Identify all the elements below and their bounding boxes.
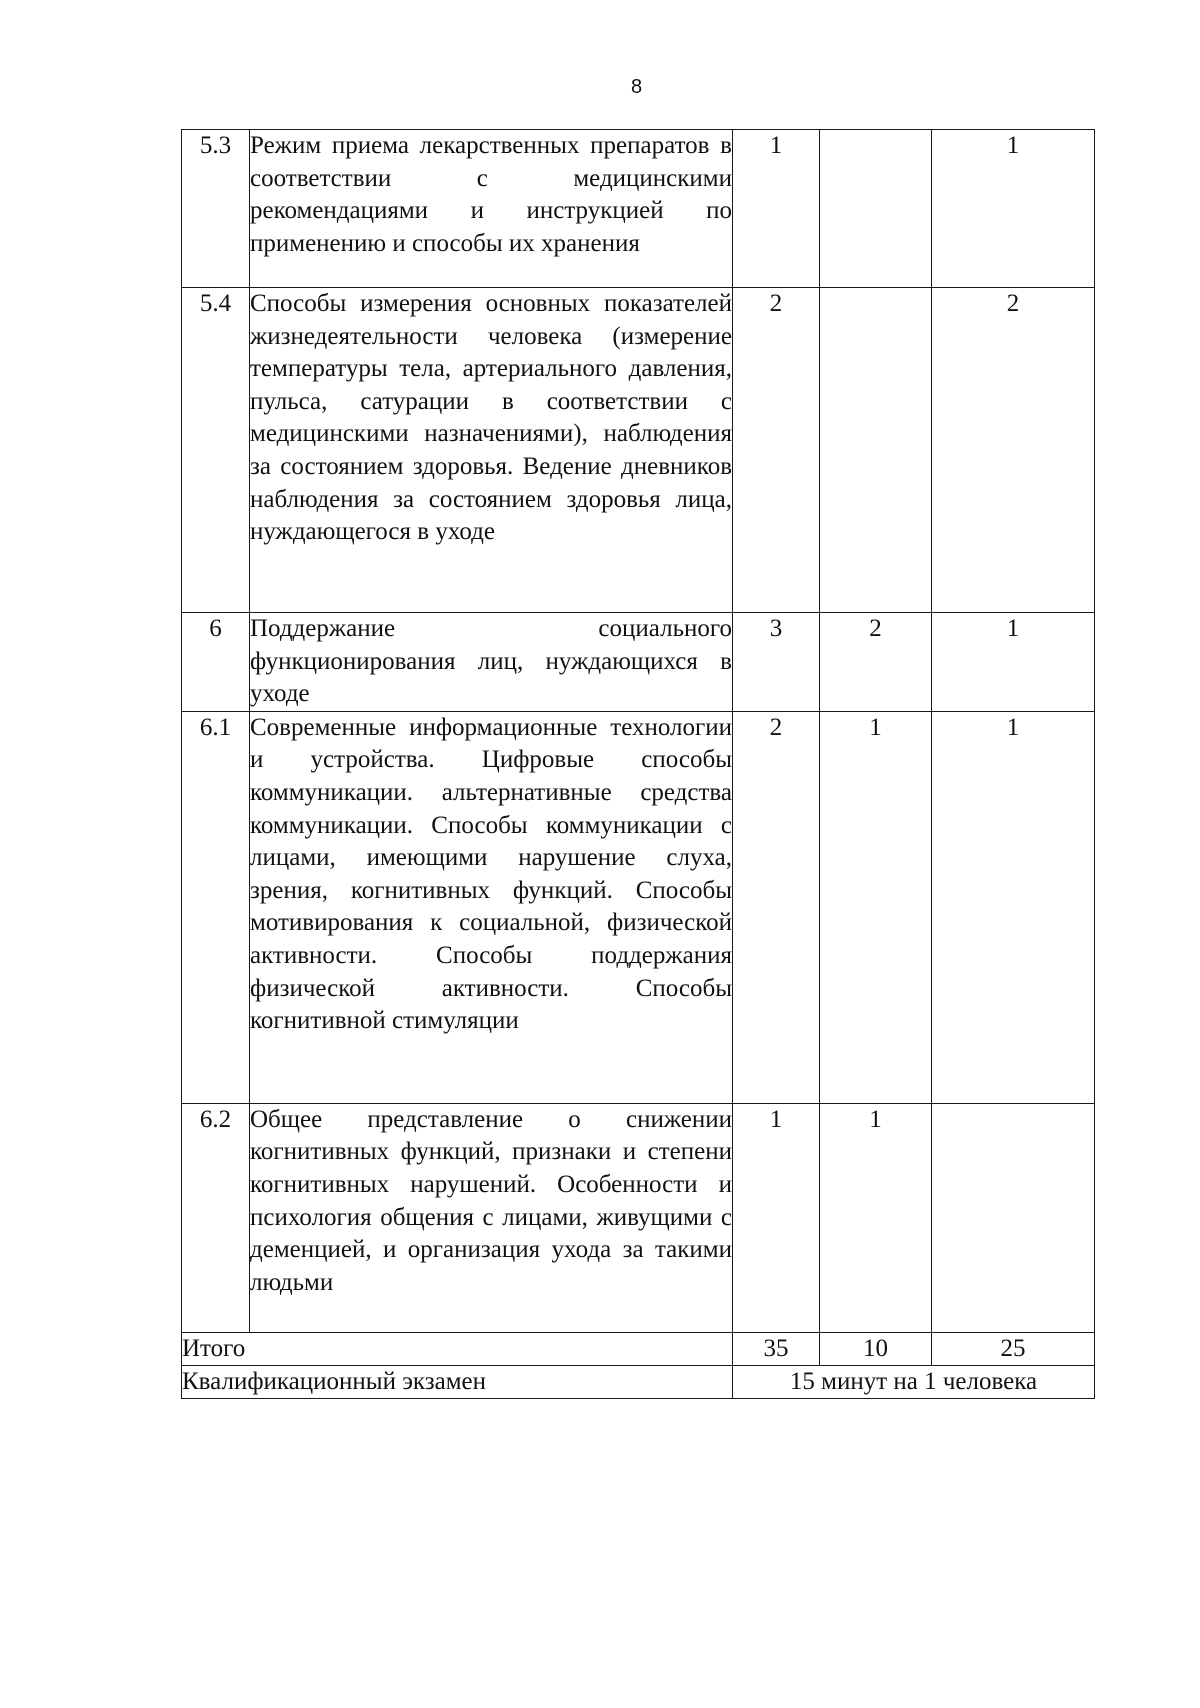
row-practice-hours: 1 — [932, 130, 1095, 288]
row-practice-hours — [932, 1103, 1095, 1332]
row-theory-hours: 2 — [820, 613, 932, 712]
curriculum-table — [181, 129, 1095, 1399]
page-number: 8 — [630, 76, 643, 98]
totals-row — [182, 1332, 1095, 1365]
row-number: 6.2 — [182, 1103, 250, 1332]
table-row — [182, 288, 1095, 613]
totals-total-hours: 35 — [733, 1332, 820, 1365]
row-number: 6 — [182, 613, 250, 712]
row-theory-hours: 1 — [820, 1103, 932, 1332]
row-number: 6.1 — [182, 711, 250, 1103]
row-total-hours: 2 — [733, 711, 820, 1103]
totals-label: Итого — [182, 1332, 733, 1365]
row-topic: Поддержание социального функционирования лиц, нуждающихся в уходе — [250, 613, 733, 712]
exam-row — [182, 1365, 1095, 1398]
exam-label: Квалификационный экзамен — [182, 1365, 733, 1398]
row-topic: Режим приема лекарственных препаратов в соответствии с медицинскими рекомендациями и инструкцией по применению и способы их хранения — [250, 130, 733, 288]
table-body — [182, 130, 1095, 1399]
totals-theory-hours: 10 — [820, 1332, 932, 1365]
table-row — [182, 130, 1095, 288]
row-practice-hours: 1 — [932, 613, 1095, 712]
row-practice-hours: 2 — [932, 288, 1095, 613]
row-theory-hours — [820, 288, 932, 613]
row-total-hours: 3 — [733, 613, 820, 712]
totals-practice-hours: 25 — [932, 1332, 1095, 1365]
row-practice-hours: 1 — [932, 711, 1095, 1103]
row-topic: Общее представление о снижении когнитивных функций, признаки и степени когнитивных нарушений. Особенности и психология общения с лицами, живущими с деменцией, и организация ухода за такими людьми — [250, 1103, 733, 1332]
row-total-hours: 1 — [733, 1103, 820, 1332]
row-number: 5.3 — [182, 130, 250, 288]
row-theory-hours — [820, 130, 932, 288]
row-topic: Способы измерения основных показателей жизнедеятельности человека (измерение температуры тела, артериального давления, пульса, сатурации в соответствии с медицинскими назначениями), наблюдения за состоянием здоровья. Ведение дневников наблюдения за состоянием здоровья лица, нуждающегося в уходе — [250, 288, 733, 613]
table-row — [182, 613, 1095, 712]
exam-duration: 15 минут на 1 человека — [733, 1365, 1095, 1398]
row-topic: Современные информационные технологии и устройства. Цифровые способы коммуникации. альтернативные средства коммуникации. Способы коммуникации с лицами, имеющими нарушение слуха, зрения, когнитивных функций. Способы мотивирования к социальной, физической активности. Способы поддержания физической активности. Способы когнитивной стимуляции — [250, 711, 733, 1103]
row-total-hours: 1 — [733, 130, 820, 288]
row-number: 5.4 — [182, 288, 250, 613]
row-total-hours: 2 — [733, 288, 820, 613]
table-row — [182, 1103, 1095, 1332]
table-row — [182, 711, 1095, 1103]
row-theory-hours: 1 — [820, 711, 932, 1103]
